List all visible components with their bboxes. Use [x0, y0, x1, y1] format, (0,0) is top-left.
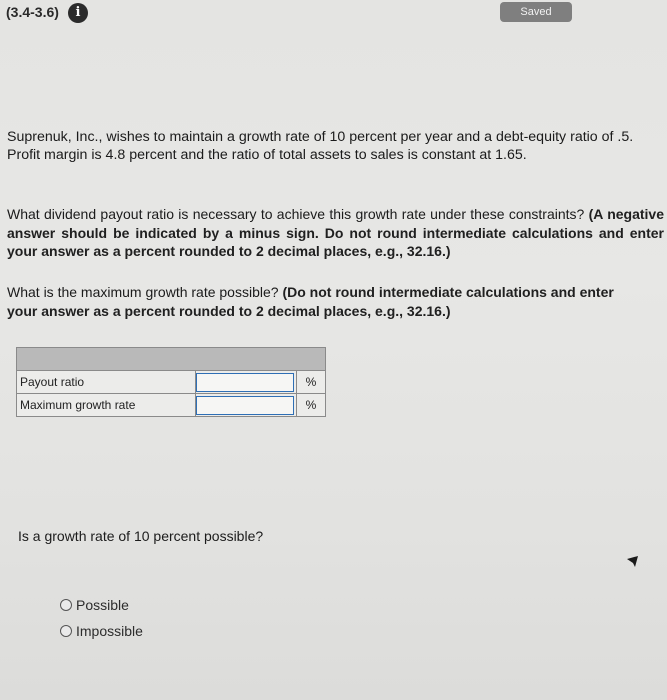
saved-status-badge: Saved [500, 2, 572, 22]
info-icon[interactable]: i [68, 3, 88, 23]
option-label: Impossible [76, 623, 143, 639]
percent-unit: % [297, 394, 326, 417]
answer-row-maximum-growth-rate [17, 394, 326, 417]
question-id: (3.4-3.6) [6, 4, 59, 20]
answer-table-header [17, 348, 326, 371]
answer-row-payout-ratio [17, 371, 326, 394]
answer-table [16, 347, 326, 417]
question-1 [7, 205, 664, 261]
question-header [0, 0, 667, 28]
maximum-growth-rate-input[interactable] [196, 396, 294, 415]
answer-table-header-cell [17, 348, 326, 371]
question-2 [7, 283, 647, 320]
payout-ratio-input[interactable] [196, 373, 294, 392]
answer-row-label: Payout ratio [17, 371, 196, 394]
answer-input-cell [196, 371, 297, 394]
question-3-text: Is a growth rate of 10 percent possible? [18, 528, 264, 544]
answer-row-label: Maximum growth rate [17, 394, 196, 417]
question-1-instruction: (A negative answer should be indicated by a minus sign. Do not round intermediate calculations and enter your answer as a percent rounded to 2 decimal places, e.g., 32.16.) [7, 206, 664, 259]
radio-button[interactable] [60, 599, 72, 611]
option-label: Possible [76, 597, 129, 613]
answer-input-cell [196, 394, 297, 417]
option-impossible[interactable] [60, 623, 143, 639]
percent-unit: % [297, 371, 326, 394]
option-possible[interactable] [60, 597, 129, 613]
radio-button[interactable] [60, 625, 72, 637]
mouse-cursor-icon [626, 555, 640, 571]
question-1-text: What dividend payout ratio is necessary to achieve this growth rate under these constraints? [7, 206, 585, 222]
question-2-text: What is the maximum growth rate possible? [7, 284, 279, 300]
problem-statement: Suprenuk, Inc., wishes to maintain a growth rate of 10 percent per year and a debt-equity ratio of .5. Profit margin is 4.8 percent and the ratio of total assets to sales is constant at 1.65. [7, 129, 634, 163]
question-2-instruction: (Do not round intermediate calculations and enter your answer as a percent rounded to 2 decimal places, e.g., 32.16.) [7, 284, 614, 319]
